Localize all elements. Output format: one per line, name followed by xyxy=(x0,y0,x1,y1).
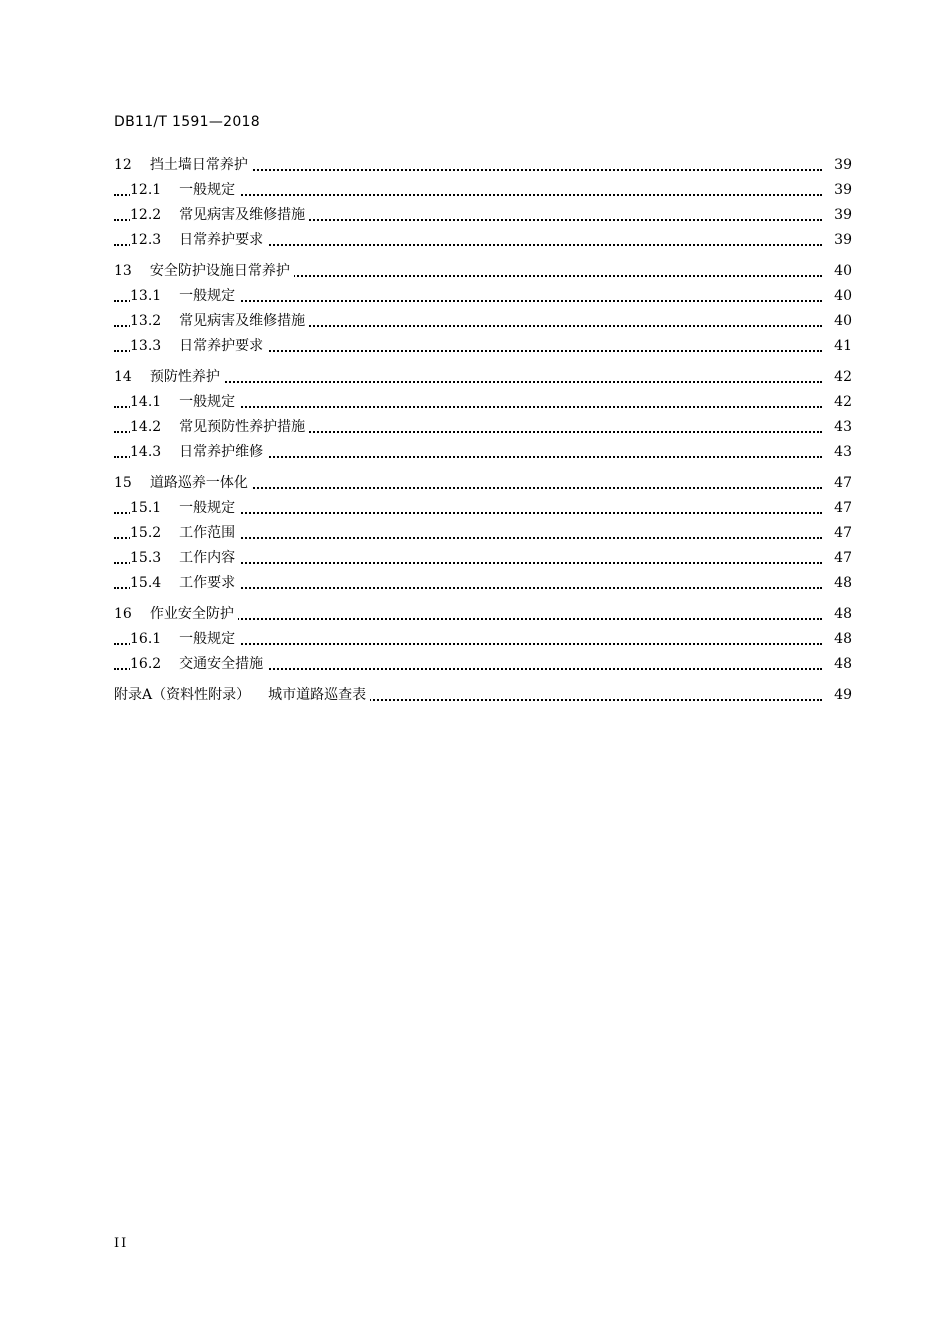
toc-section-entry[interactable] xyxy=(114,286,852,311)
toc-entry-text xyxy=(130,336,267,356)
toc-entry-title: 一般规定 xyxy=(179,394,236,410)
toc-entry-title: 交通安全措施 xyxy=(179,656,264,672)
toc-entry-number: 13.2 xyxy=(130,313,162,329)
toc-entry-page: 40 xyxy=(826,286,852,306)
toc-entry-title: 常见预防性养护措施 xyxy=(179,419,306,435)
page-number: II xyxy=(114,1236,129,1251)
toc-entry-title: 预防性养护 xyxy=(149,369,220,385)
toc-section-entry[interactable] xyxy=(114,392,852,417)
toc-entry-page: 43 xyxy=(826,442,852,462)
toc-section-entry[interactable] xyxy=(114,230,852,255)
toc-entry-text xyxy=(114,685,370,705)
toc-entry-number: 16 xyxy=(114,606,132,622)
toc-entry-title: 道路巡养一体化 xyxy=(149,475,248,491)
toc-entry-page: 47 xyxy=(826,523,852,543)
toc-entry-number: 12.1 xyxy=(130,182,162,198)
toc-entry-text xyxy=(130,573,239,593)
toc-entry-title: 常见病害及维修措施 xyxy=(179,313,306,329)
toc-section-entry[interactable] xyxy=(114,417,852,442)
toc-entry-page: 42 xyxy=(826,367,852,387)
toc-entry-title: 一般规定 xyxy=(179,288,236,304)
toc-entry-text xyxy=(130,205,309,225)
toc-entry-number: 14 xyxy=(114,369,132,385)
toc-section-entry[interactable] xyxy=(114,336,852,361)
toc-entry-page: 40 xyxy=(826,261,852,281)
toc-entry-text xyxy=(130,629,239,649)
toc-entry-text xyxy=(130,417,309,437)
toc-entry-title: 工作内容 xyxy=(179,550,236,566)
toc-entry-title: 日常养护要求 xyxy=(179,338,264,354)
toc-entry-page: 39 xyxy=(826,155,852,175)
toc-entry-number: 12.2 xyxy=(130,207,162,223)
toc-entry-number: 16.1 xyxy=(130,631,162,647)
toc-entry-text xyxy=(114,261,294,281)
toc-entry-page: 47 xyxy=(826,498,852,518)
toc-entry-page: 43 xyxy=(826,417,852,437)
toc-entry-text xyxy=(114,473,252,493)
toc-entry-title: 城市道路巡查表 xyxy=(268,687,367,703)
toc-section-entry[interactable] xyxy=(114,498,852,523)
toc-entry-text xyxy=(114,367,224,387)
toc-entry-number: 15.1 xyxy=(130,500,162,516)
toc-entry-title: 工作要求 xyxy=(179,575,236,591)
toc-entry-page: 47 xyxy=(826,473,852,493)
toc-section-entry[interactable] xyxy=(114,654,852,679)
toc-entry-text xyxy=(130,442,267,462)
document-code: DB11/T 1591—2018 xyxy=(114,114,260,130)
toc-entry-page: 40 xyxy=(826,311,852,331)
toc-entry-title: 工作范围 xyxy=(179,525,236,541)
toc-entry-text xyxy=(114,604,238,624)
toc-entry-number: 14.3 xyxy=(130,444,162,460)
toc-entry-number: 12.3 xyxy=(130,232,162,248)
toc-entry-page: 49 xyxy=(826,685,852,705)
table-of-contents xyxy=(114,155,852,710)
toc-entry-text xyxy=(130,286,239,306)
toc-entry-number: 15.4 xyxy=(130,575,162,591)
toc-entry-page: 39 xyxy=(826,205,852,225)
toc-entry-text xyxy=(130,498,239,518)
toc-section-entry[interactable] xyxy=(114,442,852,467)
toc-section-entry[interactable] xyxy=(114,573,852,598)
toc-entry-title: 挡土墙日常养护 xyxy=(149,157,248,173)
toc-entry-page: 41 xyxy=(826,336,852,356)
toc-entry-page: 47 xyxy=(826,548,852,568)
toc-entry-page: 39 xyxy=(826,180,852,200)
toc-entry-number: 13 xyxy=(114,263,132,279)
toc-section-entry[interactable] xyxy=(114,205,852,230)
toc-entry-text xyxy=(130,230,267,250)
toc-entry-title: 一般规定 xyxy=(179,631,236,647)
toc-entry-text xyxy=(130,523,239,543)
toc-entry-title: 日常养护维修 xyxy=(179,444,264,460)
toc-entry-number: 附录A（资料性附录） xyxy=(114,687,251,703)
toc-entry-number: 12 xyxy=(114,157,132,173)
toc-chapter-entry[interactable] xyxy=(114,155,852,180)
toc-entry-title: 常见病害及维修措施 xyxy=(179,207,306,223)
toc-chapter-entry[interactable] xyxy=(114,604,852,629)
toc-entry-title: 日常养护要求 xyxy=(179,232,264,248)
toc-chapter-entry[interactable] xyxy=(114,367,852,392)
toc-entry-text xyxy=(114,155,252,175)
toc-entry-page: 48 xyxy=(826,604,852,624)
toc-entry-number: 14.2 xyxy=(130,419,162,435)
toc-entry-page: 48 xyxy=(826,629,852,649)
toc-section-entry[interactable] xyxy=(114,523,852,548)
toc-entry-text xyxy=(130,180,239,200)
toc-chapter-entry[interactable] xyxy=(114,473,852,498)
toc-section-entry[interactable] xyxy=(114,311,852,336)
toc-entry-number: 13.1 xyxy=(130,288,162,304)
toc-entry-number: 16.2 xyxy=(130,656,162,672)
toc-entry-text xyxy=(130,654,267,674)
toc-entry-page: 39 xyxy=(826,230,852,250)
toc-entry-title: 一般规定 xyxy=(179,500,236,516)
toc-entry-title: 安全防护设施日常养护 xyxy=(149,263,290,279)
toc-entry-page: 48 xyxy=(826,573,852,593)
toc-entry-page: 42 xyxy=(826,392,852,412)
toc-chapter-entry[interactable] xyxy=(114,261,852,286)
toc-entry-title: 一般规定 xyxy=(179,182,236,198)
toc-entry-number: 15.2 xyxy=(130,525,162,541)
toc-entry-title: 作业安全防护 xyxy=(149,606,234,622)
toc-entry-number: 15 xyxy=(114,475,132,491)
toc-entry-page: 48 xyxy=(826,654,852,674)
toc-entry-text xyxy=(130,311,309,331)
toc-entry-text xyxy=(130,392,239,412)
toc-entry-number: 13.3 xyxy=(130,338,162,354)
toc-entry-number: 15.3 xyxy=(130,550,162,566)
toc-section-entry[interactable] xyxy=(114,180,852,205)
toc-entry-text xyxy=(130,548,239,568)
toc-entry-number: 14.1 xyxy=(130,394,162,410)
toc-chapter-entry[interactable] xyxy=(114,685,852,710)
toc-section-entry[interactable] xyxy=(114,548,852,573)
toc-section-entry[interactable] xyxy=(114,629,852,654)
